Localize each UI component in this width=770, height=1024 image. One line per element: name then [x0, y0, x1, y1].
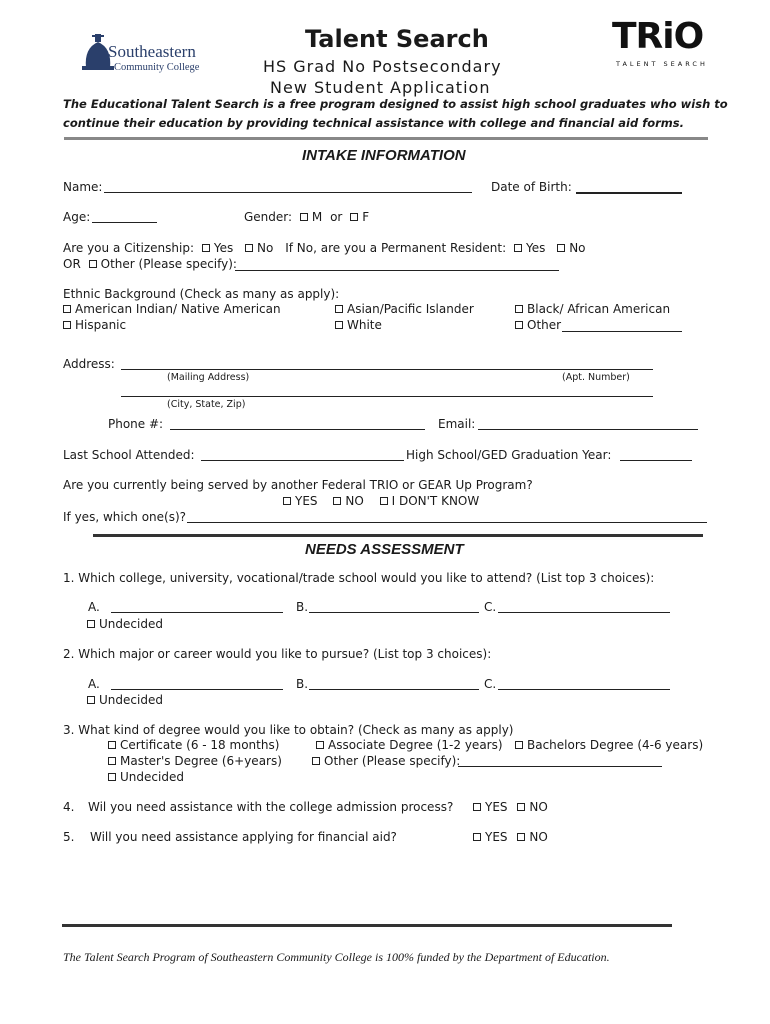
resident-yes-label: Yes	[525, 241, 546, 255]
q1-text: 1. Which college, university, vocational/trade school would you like to attend? (List top 3 choices):	[63, 571, 655, 585]
q1-choice-c: C.	[484, 600, 497, 614]
eth-hispanic-checkbox[interactable]	[63, 321, 71, 329]
eth-other-field[interactable]	[562, 331, 682, 332]
logo-college-line1: Southeastern	[108, 42, 196, 61]
gender-row	[244, 210, 369, 224]
gender-m-checkbox[interactable]	[300, 213, 308, 221]
eth-american-indian	[63, 302, 281, 316]
divider-top	[64, 137, 708, 140]
citizen-yes-checkbox[interactable]	[202, 244, 210, 252]
trio-tagline: TALENT SEARCH	[616, 60, 708, 68]
which-field[interactable]	[187, 522, 707, 523]
logo-college-line2: Community College	[114, 62, 200, 73]
age-label: Age:	[63, 210, 91, 224]
q2-undecided-checkbox[interactable]	[87, 696, 95, 704]
college-logo	[78, 26, 202, 78]
apt-number-caption: (Apt. Number)	[562, 372, 630, 383]
q3-text: 3. What kind of degree would you like to obtain? (Check as many as apply)	[63, 723, 514, 737]
citizen-row	[63, 241, 586, 255]
gender-label: Gender:	[244, 210, 293, 224]
deg-undecided-checkbox[interactable]	[108, 773, 116, 781]
federal-no-checkbox[interactable]	[333, 497, 341, 505]
q1-choice-a-field[interactable]	[111, 612, 283, 613]
needs-heading: NEEDS ASSESSMENT	[305, 541, 464, 558]
page-title: Talent Search	[305, 25, 489, 53]
eth-american-indian-checkbox[interactable]	[63, 305, 71, 313]
q1-undecided-label: Undecided	[99, 617, 163, 631]
deg-associate	[316, 738, 503, 752]
resident-yes-checkbox[interactable]	[514, 244, 522, 252]
intake-heading: INTAKE INFORMATION	[302, 147, 466, 164]
deg-other-checkbox[interactable]	[312, 757, 320, 765]
deg-other	[312, 754, 460, 768]
deg-undecided-label: Undecided	[120, 770, 184, 784]
federal-yes-label: YES	[295, 494, 318, 508]
footer-text: The Talent Search Program of Southeastern Community College is 100% funded by the Department of Education.	[63, 950, 610, 964]
citizen-other-row	[63, 257, 237, 271]
deg-bachelors-checkbox[interactable]	[515, 741, 523, 749]
grad-year-label: High School/GED Graduation Year:	[406, 448, 612, 462]
grad-year-field[interactable]	[620, 460, 692, 461]
eth-hispanic-label: Hispanic	[75, 318, 127, 332]
deg-masters-label: Master's Degree (6+years)	[120, 754, 282, 768]
q2-choice-c-field[interactable]	[498, 689, 670, 690]
eth-american-indian-label: American Indian/ Native American	[75, 302, 281, 316]
q5-number: 5.	[63, 830, 75, 844]
last-school-label: Last School Attended:	[63, 448, 195, 462]
ethnic-label: Ethnic Background (Check as many as apply):	[63, 287, 340, 301]
gender-m-label: M	[311, 210, 323, 224]
deg-associate-label: Associate Degree (1-2 years)	[328, 738, 503, 752]
email-field[interactable]	[478, 429, 698, 430]
eth-black-label: Black/ African American	[527, 302, 671, 316]
q2-choice-a: A.	[88, 677, 100, 691]
q2-choice-b-field[interactable]	[309, 689, 479, 690]
gender-or: or	[330, 210, 343, 224]
phone-label: Phone #:	[108, 417, 164, 431]
q1-undecided-checkbox[interactable]	[87, 620, 95, 628]
phone-field[interactable]	[170, 429, 425, 430]
page-subtitle-2: New Student Application	[270, 78, 491, 97]
eth-asian-checkbox[interactable]	[335, 305, 343, 313]
q4-no-label: NO	[529, 800, 548, 814]
last-school-field[interactable]	[201, 460, 404, 461]
gender-f-label: F	[362, 210, 370, 224]
trio-logo	[612, 16, 720, 72]
deg-masters-checkbox[interactable]	[108, 757, 116, 765]
federal-question: Are you currently being served by another Federal TRIO or GEAR Up Program?	[63, 478, 533, 492]
citizen-other-label: Other (Please specify):	[100, 257, 237, 271]
resident-no-label: No	[569, 241, 586, 255]
q1-choice-b-field[interactable]	[309, 612, 479, 613]
q2-undecided	[87, 693, 163, 707]
q4-number: 4.	[63, 800, 75, 814]
address-field[interactable]	[121, 369, 653, 370]
eth-white-label: White	[347, 318, 382, 332]
federal-yes-checkbox[interactable]	[283, 497, 291, 505]
q2-choice-a-field[interactable]	[111, 689, 283, 690]
deg-other-field[interactable]	[458, 766, 662, 767]
q5-no-label: NO	[529, 830, 548, 844]
or-label: OR	[63, 257, 81, 271]
eth-black	[515, 302, 670, 316]
citizen-yes-label: Yes	[213, 241, 234, 255]
gender-f-checkbox[interactable]	[350, 213, 358, 221]
federal-options	[283, 494, 479, 508]
q1-choice-b: B.	[296, 600, 309, 614]
intro-line-1: The Educational Talent Search is a free program designed to assist high school graduates who wish to	[63, 97, 728, 111]
q5-no-checkbox[interactable]	[517, 833, 525, 841]
deg-associate-checkbox[interactable]	[316, 741, 324, 749]
eth-asian-label: Asian/Pacific Islander	[347, 302, 474, 316]
q4-options	[473, 800, 548, 814]
citizen-label: Are you a Citizenship:	[63, 241, 194, 255]
deg-undecided	[108, 770, 184, 784]
q5-yes-checkbox[interactable]	[473, 833, 481, 841]
city-state-zip-field[interactable]	[121, 396, 653, 397]
eth-other-label: Other	[527, 318, 562, 332]
page-subtitle-1: HS Grad No Postsecondary	[263, 57, 502, 76]
eth-white-checkbox[interactable]	[335, 321, 343, 329]
resident-label: If No, are you a Permanent Resident:	[285, 241, 507, 255]
email-label: Email:	[438, 417, 476, 431]
intro-line-2: continue their education by providing technical assistance with college and financial aid forms.	[63, 116, 685, 130]
q4-yes-checkbox[interactable]	[473, 803, 481, 811]
q2-text: 2. Which major or career would you like to pursue? (List top 3 choices):	[63, 647, 492, 661]
deg-masters	[108, 754, 282, 768]
deg-bachelors-label: Bachelors Degree (4-6 years)	[527, 738, 704, 752]
name-field[interactable]	[104, 192, 472, 193]
federal-dont-know-label: I DON'T KNOW	[391, 494, 480, 508]
dob-label: Date of Birth:	[491, 180, 572, 194]
q1-choice-c-field[interactable]	[498, 612, 670, 613]
q2-undecided-label: Undecided	[99, 693, 163, 707]
q1-choice-a: A.	[88, 600, 100, 614]
eth-black-checkbox[interactable]	[515, 305, 523, 313]
eth-other-checkbox[interactable]	[515, 321, 523, 329]
name-label: Name:	[63, 180, 103, 194]
address-label: Address:	[63, 357, 115, 371]
federal-dont-know-checkbox[interactable]	[380, 497, 388, 505]
eth-white	[335, 318, 382, 332]
citizen-other-field[interactable]	[235, 270, 559, 271]
q2-choice-b: B.	[296, 677, 309, 691]
dob-field[interactable]	[576, 192, 682, 194]
mailing-address-caption: (Mailing Address)	[167, 372, 250, 383]
divider-needs	[93, 534, 703, 537]
trio-logo-text: TRiO	[612, 16, 704, 57]
deg-other-label: Other (Please specify):	[324, 754, 461, 768]
citizen-no-label: No	[257, 241, 274, 255]
eth-hispanic	[63, 318, 126, 332]
deg-certificate-checkbox[interactable]	[108, 741, 116, 749]
deg-bachelors	[515, 738, 703, 752]
citizen-no-checkbox[interactable]	[245, 244, 253, 252]
deg-certificate-label: Certificate (6 - 18 months)	[120, 738, 280, 752]
q5-options	[473, 830, 548, 844]
eth-asian	[335, 302, 474, 316]
eth-other	[515, 318, 561, 332]
deg-certificate	[108, 738, 279, 752]
q2-choice-c: C.	[484, 677, 497, 691]
citizen-other-checkbox[interactable]	[89, 260, 97, 268]
age-field[interactable]	[92, 222, 157, 223]
q4-no-checkbox[interactable]	[517, 803, 525, 811]
q5-text: Will you need assistance applying for financial aid?	[90, 830, 397, 844]
city-state-zip-caption: (City, State, Zip)	[167, 399, 246, 410]
resident-no-checkbox[interactable]	[557, 244, 565, 252]
q1-undecided	[87, 617, 163, 631]
q4-yes-label: YES	[485, 800, 508, 814]
federal-no-label: NO	[345, 494, 364, 508]
q5-yes-label: YES	[485, 830, 508, 844]
divider-footer	[62, 924, 672, 927]
which-label: If yes, which one(s)?	[63, 510, 187, 524]
q4-text: Wil you need assistance with the college admission process?	[88, 800, 454, 814]
